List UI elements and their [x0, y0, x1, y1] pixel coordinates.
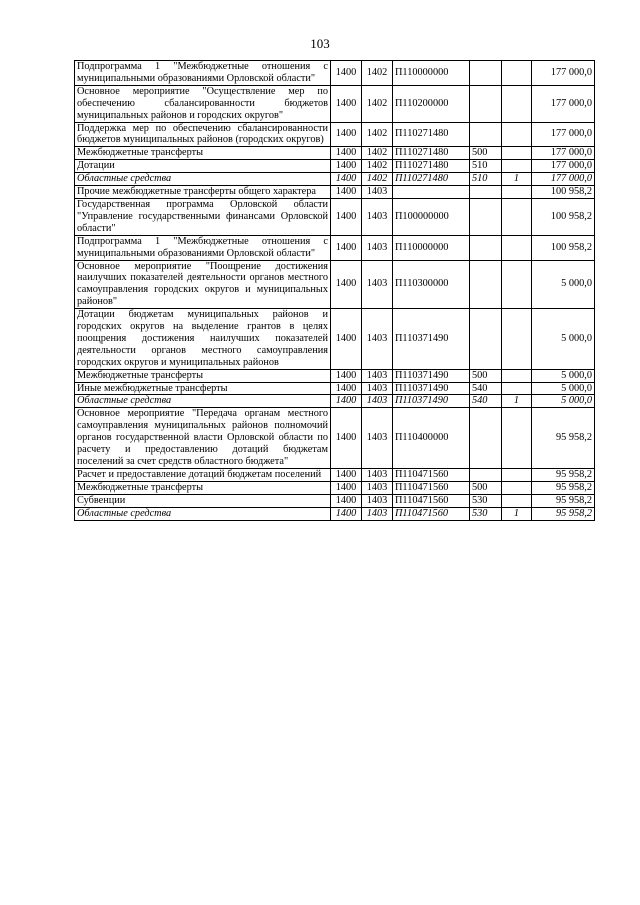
row-expense-type-cell: 540 [470, 395, 502, 408]
row-subsection-cell: 1403 [362, 408, 393, 469]
row-expense-type-cell [470, 122, 502, 147]
row-amount-cell: 5 000,0 [532, 382, 595, 395]
row-amount-cell: 95 958,2 [532, 468, 595, 481]
row-source-cell: 1 [502, 395, 532, 408]
row-expense-type-cell [470, 468, 502, 481]
row-code-cell: П110371490 [393, 395, 470, 408]
row-name-cell: Основное мероприятие "Осуществление мер по обеспечению сбалансированности бюджетов муниципальных районов и городских округов" [75, 85, 331, 122]
row-subsection-cell: 1403 [362, 468, 393, 481]
table-row [75, 198, 595, 235]
table-row [75, 147, 595, 160]
row-code-cell: П100000000 [393, 198, 470, 235]
row-code-cell: П110371490 [393, 309, 470, 370]
row-expense-type-cell [470, 186, 502, 199]
table-row [75, 260, 595, 309]
row-source-cell [502, 481, 532, 494]
row-source-cell [502, 369, 532, 382]
table-row [75, 235, 595, 260]
row-source-cell [502, 468, 532, 481]
row-amount-cell: 95 958,2 [532, 408, 595, 469]
row-amount-cell: 177 000,0 [532, 160, 595, 173]
row-source-cell [502, 309, 532, 370]
row-subsection-cell: 1403 [362, 382, 393, 395]
row-subsection-cell: 1402 [362, 61, 393, 86]
row-name-cell: Прочие межбюджетные трансферты общего характера [75, 186, 331, 199]
row-section-cell: 1400 [331, 147, 362, 160]
row-section-cell: 1400 [331, 198, 362, 235]
row-expense-type-cell [470, 85, 502, 122]
row-amount-cell: 5 000,0 [532, 309, 595, 370]
row-section-cell: 1400 [331, 186, 362, 199]
row-section-cell: 1400 [331, 408, 362, 469]
row-amount-cell: 95 958,2 [532, 507, 595, 520]
row-name-cell: Поддержка мер по обеспечению сбалансированности бюджетов муниципальных районов (городских округов) [75, 122, 331, 147]
row-section-cell: 1400 [331, 382, 362, 395]
row-section-cell: 1400 [331, 173, 362, 186]
row-expense-type-cell [470, 408, 502, 469]
row-code-cell: П110300000 [393, 260, 470, 309]
row-expense-type-cell: 500 [470, 481, 502, 494]
table-row [75, 507, 595, 520]
row-section-cell: 1400 [331, 160, 362, 173]
row-subsection-cell: 1403 [362, 235, 393, 260]
row-subsection-cell: 1402 [362, 85, 393, 122]
row-amount-cell: 95 958,2 [532, 481, 595, 494]
row-subsection-cell: 1403 [362, 481, 393, 494]
row-amount-cell: 95 958,2 [532, 494, 595, 507]
row-source-cell [502, 85, 532, 122]
table-row [75, 173, 595, 186]
row-code-cell: П110471560 [393, 507, 470, 520]
row-expense-type-cell: 500 [470, 369, 502, 382]
row-name-cell: Межбюджетные трансферты [75, 481, 331, 494]
table-row [75, 309, 595, 370]
row-code-cell: П110271480 [393, 160, 470, 173]
row-code-cell: П110371490 [393, 382, 470, 395]
row-subsection-cell: 1402 [362, 160, 393, 173]
row-expense-type-cell [470, 260, 502, 309]
row-subsection-cell: 1403 [362, 507, 393, 520]
row-code-cell [393, 186, 470, 199]
row-subsection-cell: 1403 [362, 186, 393, 199]
row-amount-cell: 5 000,0 [532, 395, 595, 408]
row-amount-cell: 100 958,2 [532, 198, 595, 235]
row-subsection-cell: 1403 [362, 395, 393, 408]
row-section-cell: 1400 [331, 468, 362, 481]
row-subsection-cell: 1402 [362, 147, 393, 160]
row-subsection-cell: 1403 [362, 494, 393, 507]
table-row [75, 160, 595, 173]
table-row [75, 61, 595, 86]
row-section-cell: 1400 [331, 507, 362, 520]
row-name-cell: Областные средства [75, 173, 331, 186]
table-row [75, 186, 595, 199]
row-section-cell: 1400 [331, 395, 362, 408]
row-expense-type-cell: 540 [470, 382, 502, 395]
row-subsection-cell: 1403 [362, 369, 393, 382]
row-code-cell: П110271480 [393, 147, 470, 160]
row-section-cell: 1400 [331, 260, 362, 309]
row-expense-type-cell: 510 [470, 160, 502, 173]
row-amount-cell: 100 958,2 [532, 186, 595, 199]
table-row [75, 408, 595, 469]
row-code-cell: П110471560 [393, 494, 470, 507]
row-code-cell: П110000000 [393, 235, 470, 260]
row-name-cell: Дотации бюджетам муниципальных районов и городских округов на выделение грантов в целях поощрения достижения наилучших показателей деятельности органов местного самоуправления городских округов и муниципальных районов [75, 309, 331, 370]
row-section-cell: 1400 [331, 235, 362, 260]
row-code-cell: П110000000 [393, 61, 470, 86]
row-name-cell: Подпрограмма 1 "Межбюджетные отношения с муниципальными образованиями Орловской области" [75, 235, 331, 260]
table-row [75, 468, 595, 481]
row-code-cell: П110371490 [393, 369, 470, 382]
row-name-cell: Субвенции [75, 494, 331, 507]
row-amount-cell: 177 000,0 [532, 173, 595, 186]
row-section-cell: 1400 [331, 85, 362, 122]
table-row [75, 395, 595, 408]
table-row [75, 122, 595, 147]
row-subsection-cell: 1403 [362, 198, 393, 235]
row-expense-type-cell: 510 [470, 173, 502, 186]
row-source-cell [502, 198, 532, 235]
row-subsection-cell: 1403 [362, 260, 393, 309]
page-number: 103 [310, 36, 330, 51]
row-section-cell: 1400 [331, 61, 362, 86]
row-source-cell [502, 408, 532, 469]
row-name-cell: Основное мероприятие "Поощрение достижения наилучших показателей деятельности органов местного самоуправления городских округов и муниципальных районов" [75, 260, 331, 309]
row-source-cell [502, 147, 532, 160]
row-name-cell: Расчет и предоставление дотаций бюджетам поселений [75, 468, 331, 481]
table-row [75, 85, 595, 122]
row-source-cell [502, 382, 532, 395]
row-expense-type-cell: 530 [470, 507, 502, 520]
row-code-cell: П110400000 [393, 408, 470, 469]
row-expense-type-cell: 530 [470, 494, 502, 507]
row-amount-cell: 5 000,0 [532, 369, 595, 382]
row-expense-type-cell [470, 235, 502, 260]
row-amount-cell: 177 000,0 [532, 147, 595, 160]
row-section-cell: 1400 [331, 309, 362, 370]
row-amount-cell: 177 000,0 [532, 61, 595, 86]
row-name-cell: Государственная программа Орловской области "Управление государственными финансами Орловской области" [75, 198, 331, 235]
row-name-cell: Областные средства [75, 507, 331, 520]
table-row [75, 382, 595, 395]
row-expense-type-cell [470, 61, 502, 86]
row-amount-cell: 100 958,2 [532, 235, 595, 260]
row-name-cell: Основное мероприятие "Передача органам местного самоуправления муниципальных районов полномочий органов государственной власти Орловской области по расчету и предоставлению дотаций бюджетам поселений за счет средств областного бюджета" [75, 408, 331, 469]
row-section-cell: 1400 [331, 369, 362, 382]
row-code-cell: П110471560 [393, 468, 470, 481]
row-amount-cell: 5 000,0 [532, 260, 595, 309]
row-source-cell [502, 122, 532, 147]
row-section-cell: 1400 [331, 494, 362, 507]
row-amount-cell: 177 000,0 [532, 85, 595, 122]
row-code-cell: П110271480 [393, 173, 470, 186]
row-subsection-cell: 1402 [362, 173, 393, 186]
row-source-cell [502, 260, 532, 309]
row-amount-cell: 177 000,0 [532, 122, 595, 147]
row-section-cell: 1400 [331, 122, 362, 147]
row-name-cell: Дотации [75, 160, 331, 173]
row-subsection-cell: 1402 [362, 122, 393, 147]
row-name-cell: Межбюджетные трансферты [75, 147, 331, 160]
row-source-cell [502, 61, 532, 86]
row-expense-type-cell [470, 309, 502, 370]
budget-table-body [75, 61, 595, 521]
row-code-cell: П110471560 [393, 481, 470, 494]
row-name-cell: Подпрограмма 1 "Межбюджетные отношения с муниципальными образованиями Орловской области" [75, 61, 331, 86]
row-expense-type-cell [470, 198, 502, 235]
row-source-cell: 1 [502, 173, 532, 186]
row-source-cell: 1 [502, 507, 532, 520]
row-name-cell: Областные средства [75, 395, 331, 408]
row-name-cell: Межбюджетные трансферты [75, 369, 331, 382]
row-section-cell: 1400 [331, 481, 362, 494]
row-code-cell: П110200000 [393, 85, 470, 122]
row-source-cell [502, 494, 532, 507]
row-source-cell [502, 186, 532, 199]
row-source-cell [502, 235, 532, 260]
table-row [75, 494, 595, 507]
row-name-cell: Иные межбюджетные трансферты [75, 382, 331, 395]
budget-table [74, 60, 595, 521]
table-row [75, 369, 595, 382]
row-code-cell: П110271480 [393, 122, 470, 147]
row-source-cell [502, 160, 532, 173]
row-expense-type-cell: 500 [470, 147, 502, 160]
row-subsection-cell: 1403 [362, 309, 393, 370]
table-row [75, 481, 595, 494]
